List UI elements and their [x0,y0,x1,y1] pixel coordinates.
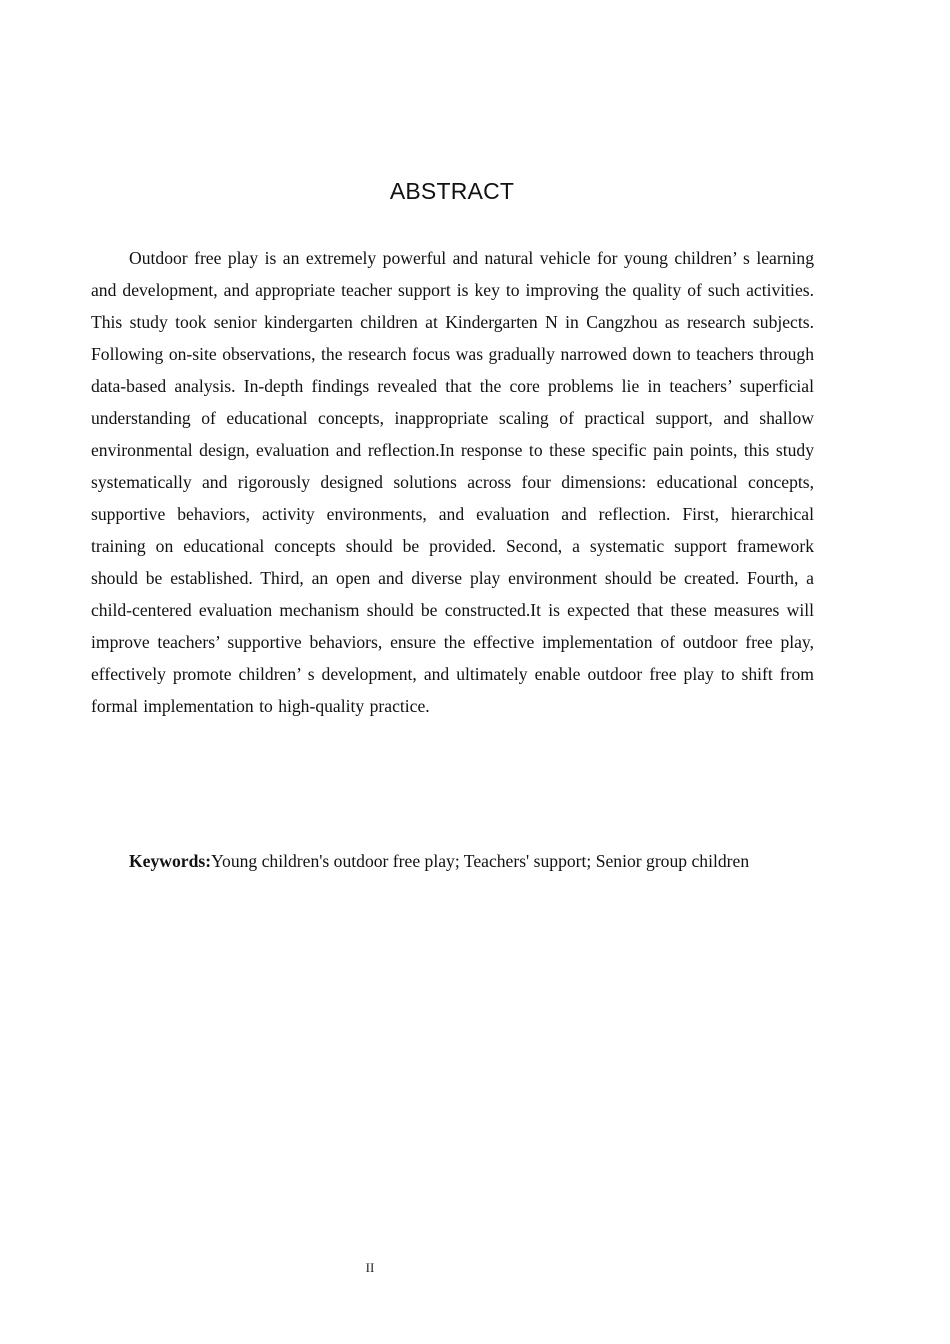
keywords-text: Young children's outdoor free play; Teachers' support; Senior group children [211,851,750,871]
keywords-paragraph [91,845,814,877]
page-number: II [365,1260,375,1275]
abstract-paragraph: Outdoor free play is an extremely powerful and natural vehicle for young children’ s learning and development, and appropriate teacher support is key to improving the quality of such activities. This study took senior kindergarten children at Kindergarten N in Cangzhou as research subjects. Following on-site observations, the research focus was gradually narrowed down to teachers through data-based analysis. In-depth findings revealed that the core problems lie in teachers’ superficial understanding of educational concepts, inappropriate scaling of practical support, and shallow environmental design, evaluation and reflection.In response to these specific pain points, this study systematically and rigorously designed solutions across four dimensions: educational concepts, supportive behaviors, activity environments, and evaluation and reflection. First, hierarchical training on educational concepts should be provided. Second, a systematic support framework should be established. Third, an open and diverse play environment should be created. Fourth, a child-centered evaluation mechanism should be constructed.It is expected that these measures will improve teachers’ supportive behaviors, ensure the effective implementation of outdoor free play, effectively promote children’ s development, and ultimately enable outdoor free play to shift from formal implementation to high-quality practice. [91,248,814,716]
abstract-title: ABSTRACT [389,178,515,204]
keywords-label: Keywords: [129,851,212,871]
